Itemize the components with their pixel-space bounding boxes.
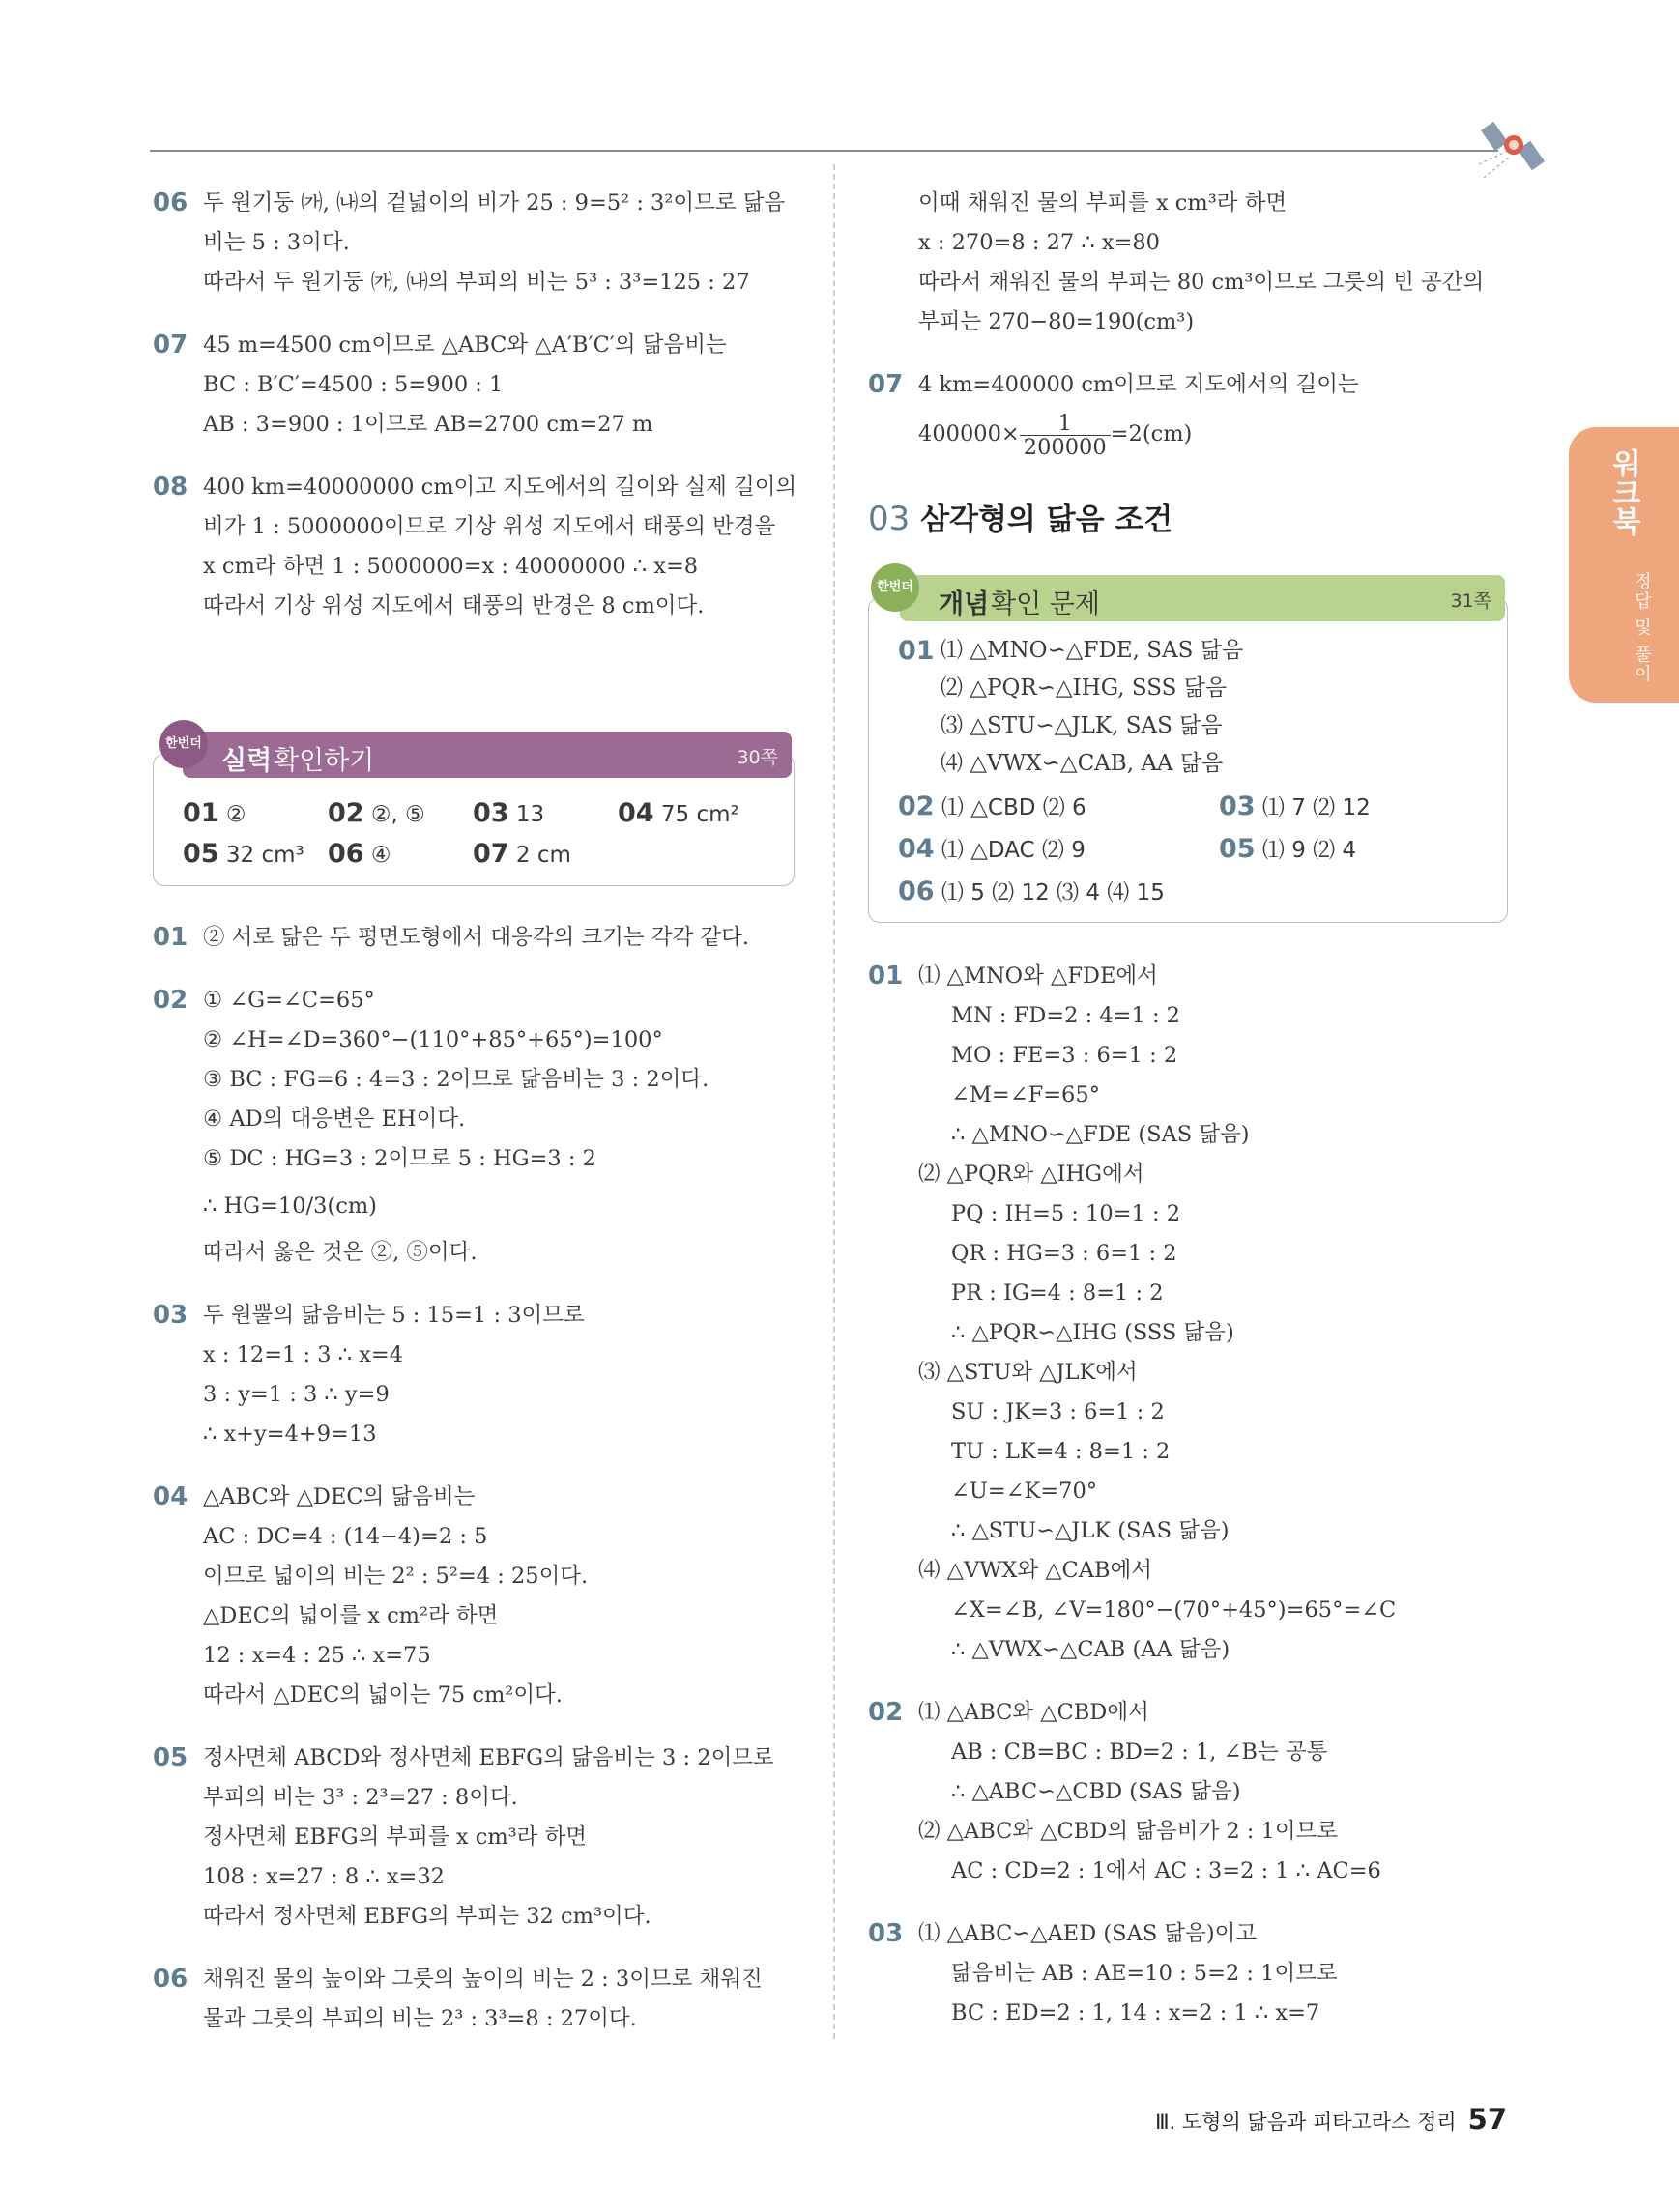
item-line: 두 원뿔의 닮음비는 5 : 15=1 : 3이므로 (203, 1303, 585, 1328)
answer-01: 01 ② (183, 798, 246, 828)
item-line: 12 : x=4 : 25 ∴ x=75 (203, 1643, 431, 1668)
solution-item (153, 184, 810, 302)
item-line: ⑵ △ABC와 △CBD의 닮음비가 2 : 1이므로 (918, 1819, 1339, 1844)
solution-item (153, 326, 810, 445)
concept-title-rest: 확인 문제 (991, 589, 1100, 619)
top-rule (150, 150, 1498, 152)
item-line: 따라서 △DEC의 넓이는 75 cm²이다. (203, 1682, 563, 1708)
item-number: 06 (153, 1965, 188, 1994)
item-line: AC : DC=4 : (14−4)=2 : 5 (203, 1524, 488, 1549)
item-line: ④ AD의 대응변은 EH이다. (203, 1106, 466, 1132)
right-column-bottom (868, 957, 1545, 2033)
item-line: 이므로 넓이의 비는 2² : 5²=4 : 25이다. (203, 1564, 589, 1589)
item-number: 03 (868, 1919, 904, 1948)
item-line: ③ BC : FG=6 : 4=3 : 2이므로 닮음비는 3 : 2이다. (203, 1067, 709, 1092)
solution-item (868, 1693, 1545, 1891)
item-line: 4 km=400000 cm이므로 지도에서의 길이는 (918, 372, 1359, 397)
concept-q04: 04 ⑴ △DAC ⑵ 9 (898, 834, 1086, 864)
item-line: 부피의 비는 3³ : 2³=27 : 8이다. (203, 1785, 518, 1810)
right-column-top (868, 184, 1545, 463)
item-line: △DEC의 넓이를 x cm²라 하면 (203, 1603, 499, 1628)
item-number: 02 (868, 1698, 904, 1727)
solution-item (153, 981, 820, 1273)
item-line: ∴ x+y=4+9=13 (203, 1422, 377, 1447)
calc-left: 400000× (918, 421, 1020, 446)
concept-q01: 01 ⑴ △MNO∽△FDE, SAS 닮음 ⑵ △PQR∽△IHG, SSS 닮음 ⑶ △STU∽△JLK, SAS 닮음 ⑷ △VWX∽△CAB, AA 닮음 (898, 632, 1243, 783)
item-line: x : 270=8 : 27 ∴ x=80 (918, 230, 1160, 255)
skill-check-box (153, 736, 795, 886)
item-line: ② ∠H=∠D=360°−(110°+85°+65°)=100° (203, 1027, 663, 1052)
item-number: 05 (153, 1743, 188, 1772)
solution-item (868, 1914, 1545, 2033)
item-line: ⑴ △MNO와 △FDE에서 (918, 963, 1158, 989)
solution-item (153, 1478, 820, 1715)
concept-q03: 03 ⑴ 7 ⑵ 12 (1219, 791, 1371, 821)
column-separator (833, 164, 835, 2039)
calc-right: =2(cm) (1110, 421, 1193, 446)
solution-item (153, 1296, 820, 1454)
fraction-denominator: 200000 (1023, 434, 1107, 460)
answer-05: 05 32 cm³ (183, 839, 304, 869)
item-line: MN : FD=2 : 4=1 : 2 (951, 1003, 1180, 1028)
concept-q06: 06 ⑴ 5 ⑵ 12 ⑶ 4 ⑷ 15 (898, 876, 1165, 906)
item-number: 06 (153, 188, 188, 217)
item-line: AC : CD=2 : 1에서 AC : 3=2 : 1 ∴ AC=6 (951, 1858, 1381, 1883)
concept-check-header (900, 575, 1505, 621)
section-title-text: 삼각형의 닮음 조건 (920, 503, 1173, 537)
concept-page-ref: 31쪽 (1450, 590, 1491, 612)
item-number: 03 (153, 1301, 188, 1330)
workbook-tab-title: 워크북 (1607, 448, 1640, 535)
solution-item (153, 918, 820, 958)
item-line: ∴ △ABC∽△CBD (SAS 닮음) (951, 1779, 1241, 1804)
item-number: 01 (153, 923, 188, 952)
item-line: PR : IG=4 : 8=1 : 2 (951, 1280, 1164, 1306)
item-line: 따라서 두 원기둥 ㈎, ㈏의 부피의 비는 5³ : 3³=125 : 27 (203, 270, 750, 295)
item-line: PQ : IH=5 : 10=1 : 2 (951, 1201, 1181, 1226)
item-line: QR : HG=3 : 6=1 : 2 (951, 1241, 1177, 1266)
item-line: ∴ △STU∽△JLK (SAS 닮음) (951, 1518, 1230, 1543)
solution-item (868, 957, 1545, 1670)
item-line: 45 m=4500 cm이므로 △ABC와 △A′B′C′의 닮음비는 (203, 332, 727, 358)
solution-item (153, 1960, 820, 2039)
item-line: ⑵ △PQR와 △IHG에서 (918, 1162, 1144, 1187)
once-more-badge: 한번더 (159, 720, 208, 768)
item-line: ⑷ △VWX와 △CAB에서 (918, 1558, 1153, 1583)
concept-line: ⑴ △MNO∽△FDE, SAS 닮음 (941, 638, 1244, 663)
chapter-title: Ⅲ. 도형의 닮음과 피타고라스 정리 (1155, 2111, 1457, 2134)
item-line: ② 서로 닮은 두 평면도형에서 대응각의 크기는 각각 같다. (203, 925, 750, 950)
item-line: 3 : y=1 : 3 ∴ y=9 (203, 1382, 390, 1407)
item-number: 01 (868, 962, 904, 991)
solution-continuation (868, 184, 1545, 342)
solution-item (868, 365, 1545, 463)
section-title (868, 495, 1172, 538)
solution-item (153, 468, 810, 626)
page-number: 57 (1467, 2103, 1507, 2136)
item-line: ∴ △VWX∽△CAB (AA 닮음) (951, 1637, 1230, 1662)
item-line: ① ∠G=∠C=65° (203, 988, 375, 1013)
once-more-badge: 한번더 (871, 563, 919, 612)
item-line: 따라서 기상 위성 지도에서 태풍의 반경은 8 cm이다. (203, 593, 705, 618)
item-line: ∠U=∠K=70° (951, 1479, 1098, 1504)
answer-03: 03 13 (473, 798, 545, 828)
concept-line: ⑷ △VWX∽△CAB, AA 닮음 (941, 751, 1224, 776)
item-line: 정사면체 EBFG의 부피를 x cm³라 하면 (203, 1824, 588, 1850)
item-line: MO : FE=3 : 6=1 : 2 (951, 1043, 1178, 1068)
item-line: 이때 채워진 물의 부피를 x cm³라 하면 (918, 190, 1288, 215)
item-line: 닮음비는 AB : AE=10 : 5=2 : 1이므로 (951, 1961, 1338, 1986)
item-line: 비는 5 : 3이다. (203, 230, 350, 255)
left-column-top (153, 184, 810, 626)
item-line: 정사면체 ABCD와 정사면체 EBFG의 닮음비는 3 : 2이므로 (203, 1745, 774, 1770)
item-line: 따라서 채워진 물의 부피는 80 cm³이므로 그릇의 빈 공간의 (918, 270, 1485, 295)
item-line: x cm라 하면 1 : 5000000=x : 40000000 ∴ x=8 (203, 554, 699, 579)
concept-check-box (868, 580, 1508, 923)
item-line: 두 원기둥 ㈎, ㈏의 겉넓이의 비가 25 : 9=5² : 3²이므로 닮음 (203, 190, 786, 215)
item-line: SU : JK=3 : 6=1 : 2 (951, 1399, 1165, 1424)
item-line: AB : CB=BC : BD=2 : 1, ∠B는 공통 (951, 1739, 1328, 1765)
item-line: 비가 1 : 5000000이므로 기상 위성 지도에서 태풍의 반경을 (203, 514, 776, 539)
item-number: 08 (153, 473, 188, 502)
item-line: 108 : x=27 : 8 ∴ x=32 (203, 1864, 445, 1889)
fraction-numerator: 1 (1020, 412, 1111, 436)
item-line: AB : 3=900 : 1이므로 AB=2700 cm=27 m (203, 412, 653, 437)
item-line: BC : ED=2 : 1, 14 : x=2 : 1 ∴ x=7 (951, 2000, 1320, 2025)
concept-q05: 05 ⑴ 9 ⑵ 4 (1219, 834, 1357, 864)
answer-04: 04 75 cm² (618, 798, 739, 828)
fraction-line (918, 405, 1545, 463)
left-column-bottom (153, 918, 820, 2039)
item-line: 채워진 물의 높이와 그릇의 높이의 비는 2 : 3이므로 채워진 (203, 1967, 763, 1992)
item-line: ∠X=∠B, ∠V=180°−(70°+45°)=65°=∠C (951, 1597, 1397, 1623)
item-line: ⑴ △ABC와 △CBD에서 (918, 1700, 1149, 1725)
item-line: ⑴ △ABC∽△AED (SAS 닮음)이고 (918, 1921, 1258, 1946)
solution-item (153, 1738, 820, 1937)
item-line: 따라서 옳은 것은 ②, ⑤이다. (203, 1240, 478, 1265)
answer-07: 07 2 cm (473, 839, 571, 869)
item-line: △ABC와 △DEC의 닮음비는 (203, 1484, 476, 1509)
item-number: 04 (153, 1482, 188, 1511)
page-footer (1155, 2103, 1507, 2136)
concept-q02: 02 ⑴ △CBD ⑵ 6 (898, 791, 1086, 821)
item-line: TU : LK=4 : 8=1 : 2 (951, 1439, 1171, 1464)
skill-check-title-rest: 확인하기 (274, 746, 375, 776)
item-line: ∴ △MNO∽△FDE (SAS 닮음) (951, 1122, 1250, 1147)
item-line: 물과 그릇의 부피의 비는 2³ : 3³=8 : 27이다. (203, 2006, 637, 2031)
concept-title-bold: 개념 (939, 589, 990, 619)
item-number: 07 (153, 330, 188, 359)
item-number: 07 (868, 370, 904, 399)
item-number: 02 (153, 986, 188, 1015)
item-line: ∴ HG=10/3(cm) (203, 1193, 377, 1219)
item-line: ∴ △PQR∽△IHG (SSS 닮음) (951, 1320, 1234, 1345)
skill-check-title-bold: 실력 (221, 746, 273, 776)
section-number: 03 (868, 500, 911, 538)
item-line: ⑶ △STU와 △JLK에서 (918, 1360, 1138, 1385)
item-line: 부피는 270−80=190(cm³) (918, 309, 1195, 334)
item-line: x : 12=1 : 3 ∴ x=4 (203, 1342, 404, 1367)
skill-check-header (183, 732, 792, 778)
satellite-icon (1479, 114, 1556, 182)
concept-line: ⑵ △PQR∽△IHG, SSS 닮음 (941, 675, 1228, 701)
item-line: ⑤ DC : HG=3 : 2이므로 5 : HG=3 : 2 (203, 1146, 596, 1171)
item-line: 400 km=40000000 cm이고 지도에서의 길이와 실제 길이의 (203, 474, 797, 500)
workbook-tab[interactable] (1569, 427, 1679, 703)
skill-check-page-ref: 30쪽 (737, 747, 778, 768)
answer-06: 06 ④ (328, 839, 391, 869)
item-line: BC : B′C′=4500 : 5=900 : 1 (203, 372, 504, 397)
item-line: ∠M=∠F=65° (951, 1082, 1100, 1107)
item-line: 따라서 정사면체 EBFG의 부피는 32 cm³이다. (203, 1904, 651, 1929)
workbook-tab-subtitle: 정답 및 풀이 (1632, 572, 1652, 684)
fraction (1020, 412, 1111, 459)
answer-02: 02 ②, ⑤ (328, 798, 425, 828)
concept-line: ⑶ △STU∽△JLK, SAS 닮음 (941, 713, 1223, 738)
